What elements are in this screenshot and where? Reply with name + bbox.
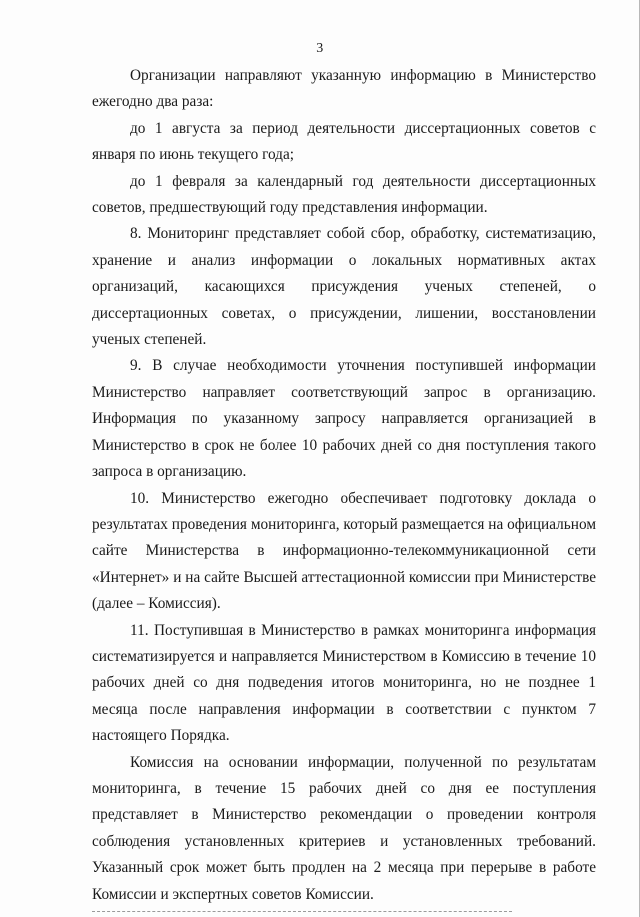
paragraph-item-9: 9. В случае необходимости уточнения поступившей информации Министерство направляет соответствующий запрос в организацию. Информация по указанному запросу направляется организацией в Министерство в срок не более 10 рабочих дней со дня поступления такого запроса в организацию.	[92, 357, 596, 481]
document-body	[92, 63, 596, 908]
paragraph-february-deadline: до 1 февраля за календарный год деятельности диссертационных советов, предшествующий году представления информации.	[92, 172, 596, 217]
paragraph-august-deadline: до 1 августа за период деятельности диссертационных советов с января по июнь текущего года;	[92, 119, 596, 164]
page-number: 3	[316, 41, 324, 56]
paragraph-item-8: 8. Мониторинг представляет собой сбор, обработку, систематизацию, хранение и анализ информации о локальных нормативных актах организаций, касающихся присуждения ученых степеней, о диссертационных советах, о присуждении, лишении, восстановлении ученых степеней.	[92, 225, 596, 349]
scan-edge-mark	[92, 911, 512, 913]
paragraph-reporting-schedule: Организации направляют указанную информацию в Министерство ежегодно два раза:	[92, 67, 596, 111]
paragraph-item-10: 10. Министерство ежегодно обеспечивает подготовку доклада о результатах проведения мониторинга, который размещается на официальном сайте Министерства в информационно-телекоммуникационной сети «Интернет» и на сайте Высшей аттестационной комиссии при Министерстве (далее – Комиссия).	[92, 489, 596, 613]
paragraph-commission: Комиссия на основании информации, полученной по результатам мониторинга, в течение 15 рабочих дней со дня ее поступления представляет в Министерство рекомендации о проведении контроля соблюдения установленных критериев и установленных требований. Указанный срок может быть продлен на 2 месяца при перерыве в работе Комиссии и экспертных советов Комиссии.	[92, 753, 596, 903]
paragraph-item-11: 11. Поступившая в Министерство в рамках мониторинга информация систематизируется и направляется Министерством в Комиссию в течение 10 рабочих дней со дня подведения итогов мониторинга, но не позднее 1 месяца после направления информации в соответствии с пунктом 7 настоящего Порядка.	[92, 621, 596, 745]
